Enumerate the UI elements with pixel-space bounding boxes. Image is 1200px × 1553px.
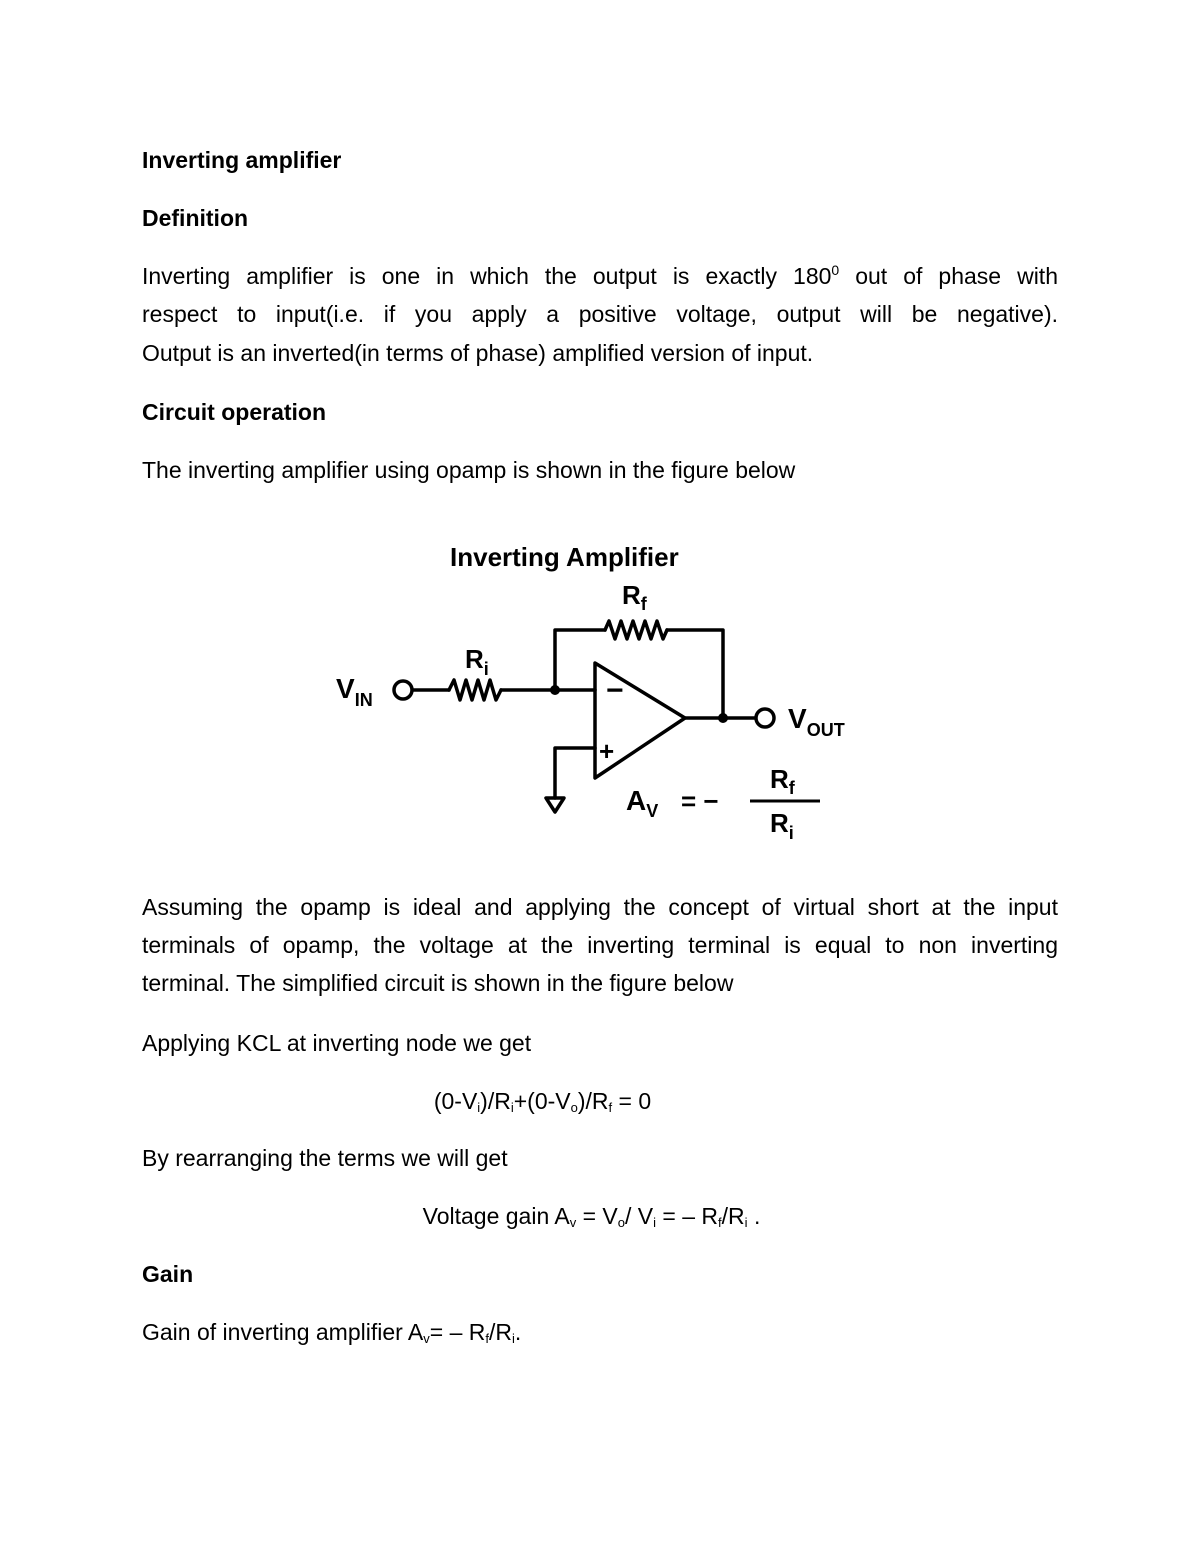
- feedback-right-wire: [667, 630, 723, 718]
- assumption-line-3: terminal. The simplified circuit is shown in the figure below: [142, 970, 734, 996]
- av-equals-minus: = −: [681, 786, 719, 816]
- page-title: Inverting amplifier: [142, 147, 342, 173]
- noninverting-plus-sign: +: [599, 736, 615, 766]
- inverting-minus-sign: −: [606, 674, 624, 707]
- feedback-resistor: [605, 621, 667, 639]
- output-junction-dot: [718, 713, 728, 723]
- input-junction-dot: [550, 685, 560, 695]
- definition-heading: Definition: [142, 205, 249, 231]
- assumption-line-1: Assuming the opamp is ideal and applying the concept of virtual short at the input: [142, 894, 1058, 920]
- ground-icon: [546, 798, 564, 812]
- definition-line-3: Output is an inverted(in terms of phase) amplified version of input.: [142, 340, 814, 366]
- gain-line: Gain of inverting amplifier $A_v= - R_f/R_i$.: [142, 1319, 522, 1346]
- definition-text: Inverting amplifier is one in which the output is exactly 180: [142, 263, 832, 289]
- feedback-left-wire: [555, 630, 605, 690]
- vin-label: $V_{IN}$: [336, 673, 373, 710]
- degree-superscript: 0: [831, 262, 840, 278]
- definition-text: out of phase with: [839, 263, 1058, 289]
- vout-terminal: [756, 709, 774, 727]
- kcl-equation: $(0-V_i)/R_i+(0-V_o)/R_f = 0$: [433, 1088, 652, 1115]
- vin-terminal: [394, 681, 412, 699]
- inverting-amplifier-figure: [330, 530, 870, 850]
- vout-label: $V_{OUT}$: [788, 703, 845, 740]
- gain-heading: Gain: [142, 1261, 194, 1287]
- kcl-intro: Applying KCL at inverting node we get: [142, 1030, 532, 1056]
- av-label: $A_V$: [626, 785, 659, 821]
- assumption-line-2: terminals of opamp, the voltage at the inverting terminal is equal to non inverting: [142, 932, 1058, 958]
- ground-wire: [555, 748, 595, 798]
- definition-line-2: respect to input(i.e. if you apply a positive voltage, output will be negative).: [142, 301, 1058, 327]
- rearrange-intro: By rearranging the terms we will get: [142, 1145, 508, 1171]
- figure-title: Inverting Amplifier: [450, 542, 679, 572]
- rf-label: $R_f$: [622, 580, 647, 614]
- circuit-intro: The inverting amplifier using opamp is shown in the figure below: [142, 457, 796, 483]
- gain-fraction-numerator: $R_f$: [770, 764, 795, 798]
- ri-label: $R_i$: [465, 644, 489, 679]
- gain-fraction-denominator: $R_i$: [770, 808, 794, 843]
- voltage-gain-equation: Voltage gain $A_v = V_o/$ $V_i$ = – $R_f/R_i$ .: [422, 1203, 761, 1230]
- input-resistor: [449, 680, 501, 700]
- circuit-operation-heading: Circuit operation: [142, 399, 327, 425]
- definition-line-1: [142, 257, 1058, 295]
